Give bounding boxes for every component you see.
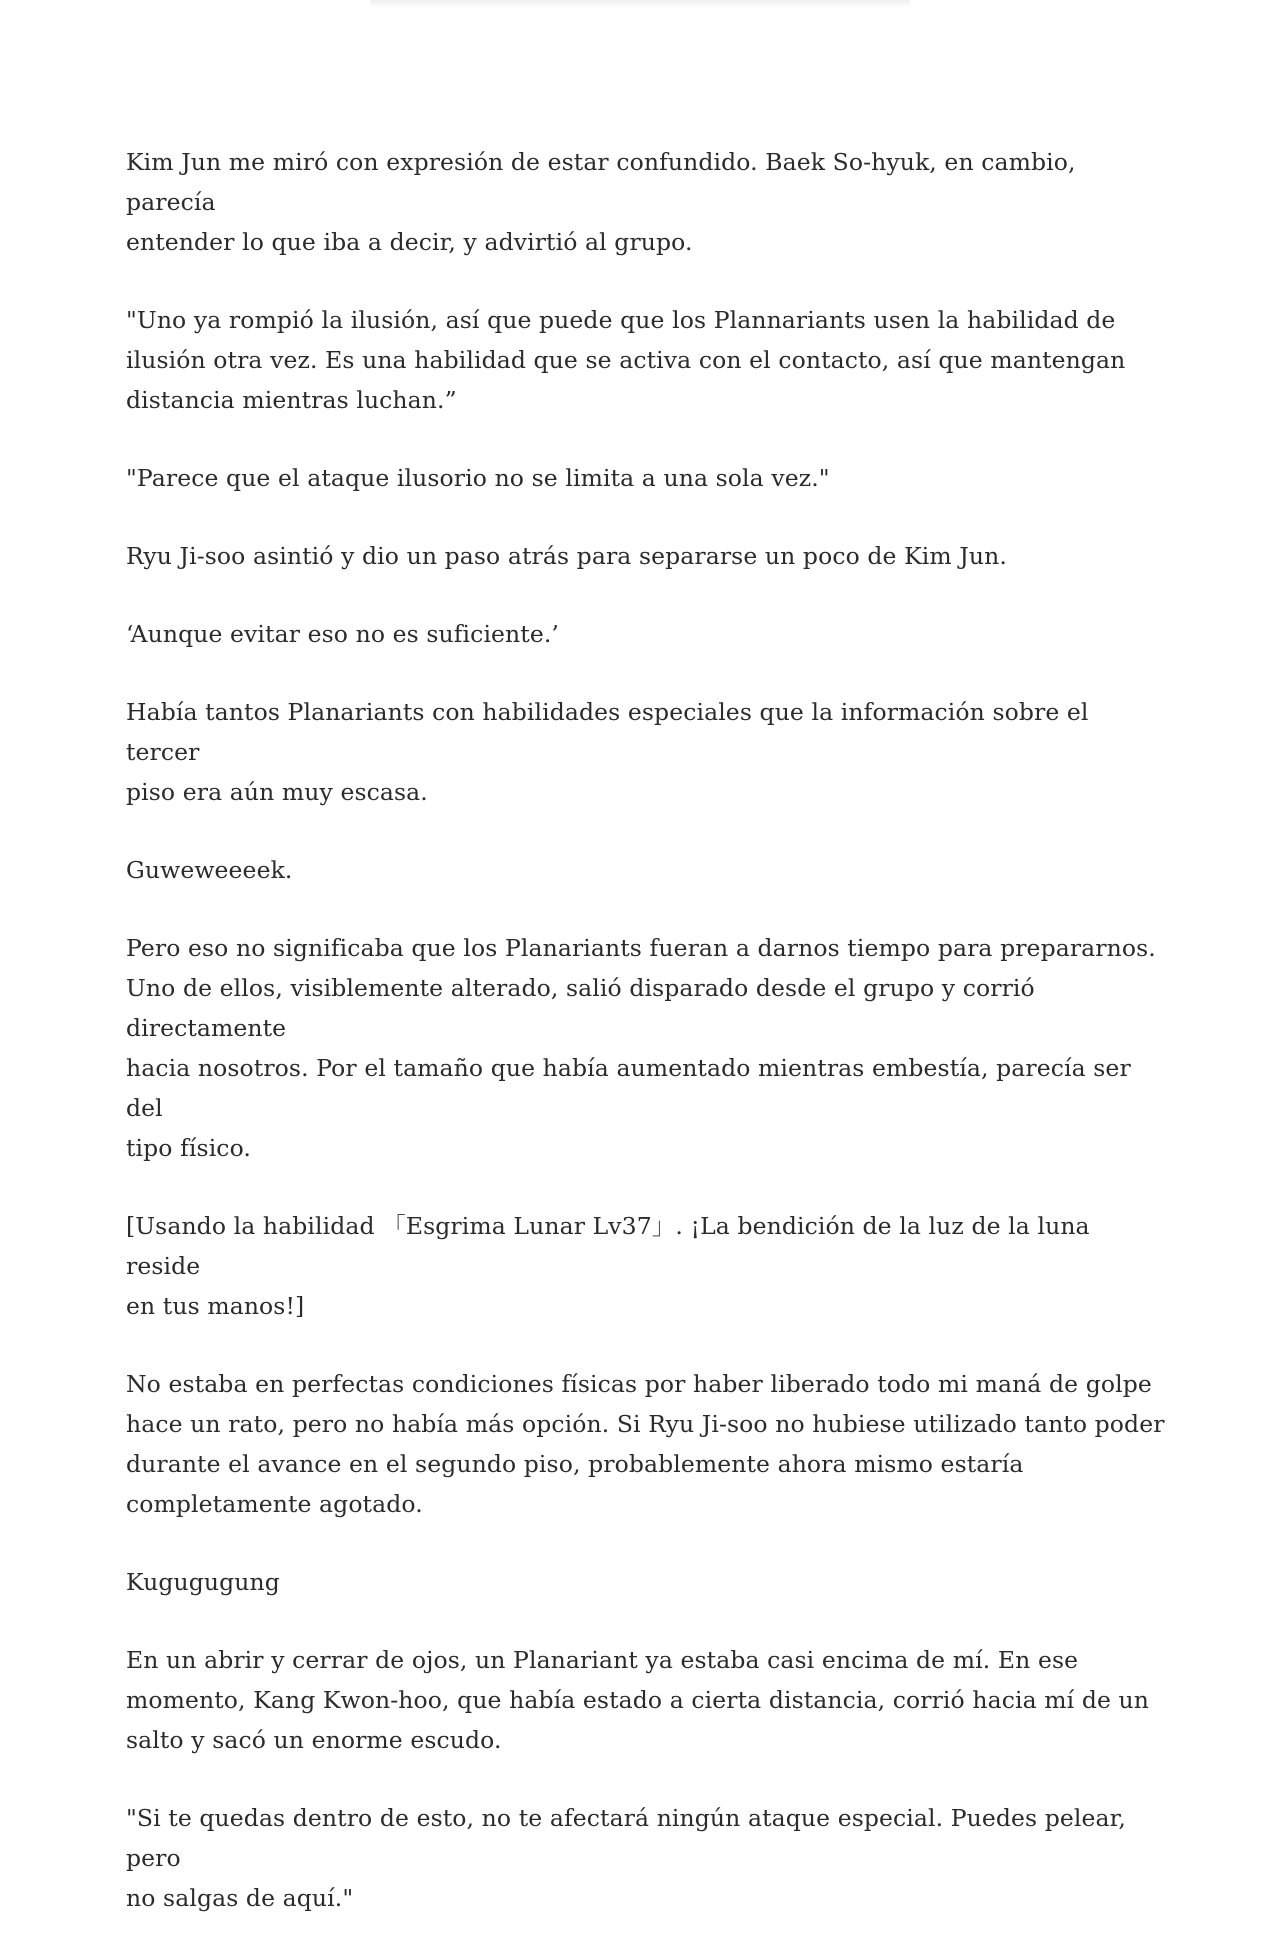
paragraph: Kugugugung: [126, 1568, 280, 1596]
paragraph: No estaba en perfectas condiciones físicas por haber liberado todo mi maná de golpe hace un rato, pero no había más opción. Si Ryu Ji-soo no hubiese utilizado tanto poder durante el avance en el segundo piso, probablemente ahora mismo estaría completamente agotado.: [126, 1370, 1165, 1518]
paragraph: "Uno ya rompió la ilusión, así que puede que los Plannariants usen la habilidad de ilusión otra vez. Es una habilidad que se activa con el contacto, así que mantengan distancia mientras luchan.”: [126, 306, 1126, 414]
paragraph: Ryu Ji-soo asintió y dio un paso atrás para separarse un poco de Kim Jun.: [126, 542, 1007, 570]
paragraph: [Usando la habilidad 「Esgrima Lunar Lv37」. ¡La bendición de la luz de la luna reside en tus manos!]: [126, 1212, 1090, 1320]
document-body: [126, 142, 1166, 1956]
top-edge-shadow: [370, 0, 910, 8]
paragraph: "Parece que el ataque ilusorio no se limita a una sola vez.": [126, 464, 830, 492]
paragraph: ‘Aunque evitar eso no es suficiente.’: [126, 620, 559, 648]
paragraph: "Si te quedas dentro de esto, no te afectará ningún ataque especial. Puedes pelear, pero no salgas de aquí.": [126, 1804, 1126, 1912]
paragraph: Guweweeeek.: [126, 856, 293, 884]
paragraph: Había tantos Planariants con habilidades especiales que la información sobre el tercer piso era aún muy escasa.: [126, 698, 1089, 806]
paragraph: Kim Jun me miró con expresión de estar confundido. Baek So-hyuk, en cambio, parecía entender lo que iba a decir, y advirtió al grupo.: [126, 148, 1076, 256]
paragraph: Pero eso no significaba que los Planariants fueran a darnos tiempo para prepararnos. Uno de ellos, visiblemente alterado, salió disparado desde el grupo y corrió directamente hacia nosotros. Por el tamaño que había aumentado mientras embestía, parecía ser del tipo físico.: [126, 934, 1156, 1162]
paragraph: En un abrir y cerrar de ojos, un Planariant ya estaba casi encima de mí. En ese momento, Kang Kwon-hoo, que había estado a cierta distancia, corrió hacia mí de un salto y sacó un enorme escudo.: [126, 1646, 1150, 1754]
